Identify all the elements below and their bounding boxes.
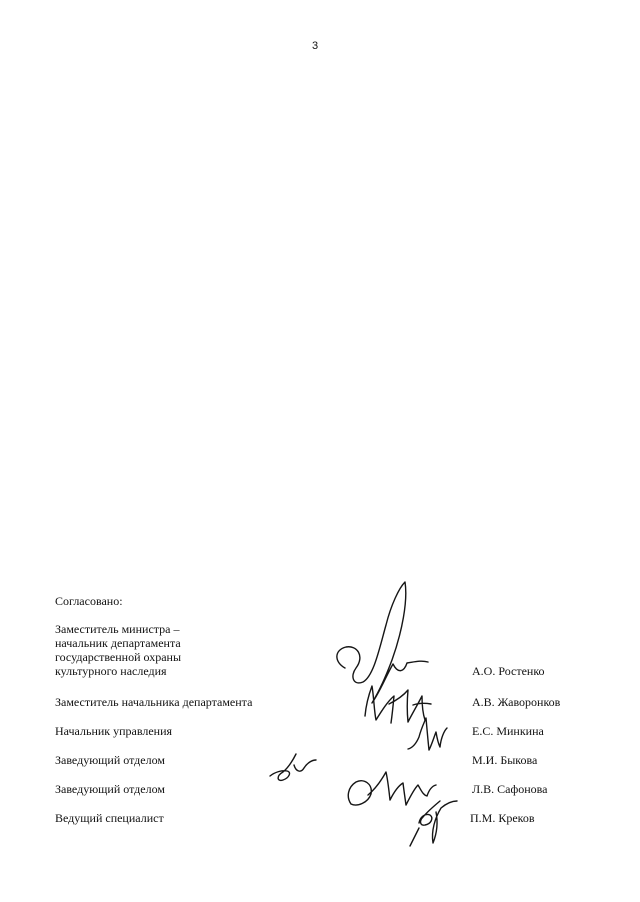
approval-heading: Согласовано: — [55, 594, 123, 608]
position-deputy-minister — [55, 622, 181, 678]
name-rostenko: А.О. Ростенко — [472, 664, 545, 678]
position-line: начальник департамента — [55, 636, 181, 650]
signature-zhavoronkov — [365, 686, 431, 723]
signature-safonova — [348, 772, 436, 805]
signature-krekov — [410, 801, 457, 846]
signature-rostenko — [337, 582, 428, 703]
position-department-head: Заведующий отделом — [55, 782, 165, 796]
position-department-head: Заведующий отделом — [55, 753, 165, 767]
signature-minkina — [408, 718, 447, 750]
signature-bykova — [270, 754, 316, 780]
position-line: государственной охраны — [55, 650, 182, 664]
position-head-of-office: Начальник управления — [55, 724, 173, 738]
name-krekov: П.М. Креков — [470, 811, 535, 825]
position-deputy-head: Заместитель начальника департамента — [55, 695, 253, 709]
page-number: 3 — [312, 40, 319, 52]
position-lead-specialist: Ведущий специалист — [55, 811, 164, 825]
name-bykova: М.И. Быкова — [472, 753, 538, 767]
name-zhavoronkov: А.В. Жаворонков — [472, 695, 561, 709]
position-line: Заместитель министра – — [55, 622, 180, 636]
name-minkina: Е.С. Минкина — [472, 724, 544, 738]
name-safonova: Л.В. Сафонова — [472, 782, 548, 796]
position-line: культурного наследия — [55, 664, 167, 678]
